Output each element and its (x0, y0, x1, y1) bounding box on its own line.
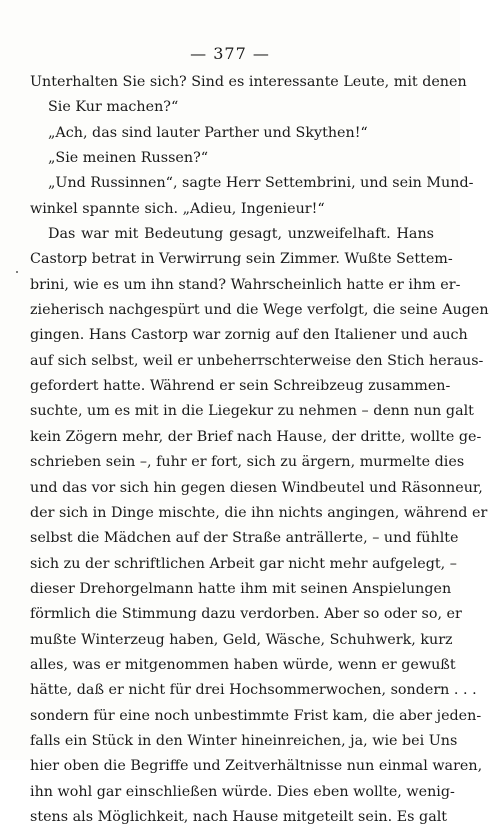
text-line: alles, was er mitgenommen haben würde, wenn er gewußt (30, 656, 456, 673)
text-line: „Sie meinen Russen?“ (48, 150, 209, 167)
text-line: stens als Möglichkeit, nach Hause mitgeteilt sein. Es galt (30, 808, 448, 825)
text-line: Sie Kur machen?“ (48, 99, 179, 116)
text-line: „Ach, das sind lauter Parther und Skythen!“ (48, 124, 368, 141)
text-line: sondern für eine noch unbestimmte Frist kam, die aber jeden- (30, 707, 482, 724)
text-line: gingen. Hans Castorp war zornig auf den Italiener und auch (30, 327, 468, 344)
text-line: hätte, daß er nicht für drei Hochsommerwochen, sondern . . . (30, 682, 477, 699)
text-line: brini, wie es um ihn stand? Wahrscheinlich hatte er ihm er- (30, 276, 461, 293)
text-line: hier oben die Begriffe und Zeitverhältnisse nun einmal waren, (30, 758, 483, 775)
text-line: winkel spannte sich. „Adieu, Ingenieur!“ (30, 200, 325, 217)
text-line: förmlich die Stimmung dazu verdorben. Aber so oder so, er (30, 606, 462, 623)
text-line: suchte, um es mit in die Liegekur zu nehmen – denn nun galt (30, 403, 474, 420)
text-line: falls ein Stück in den Winter hineinreichen, ja, wie bei Uns (30, 732, 458, 749)
page-number: — 377 — (190, 44, 270, 63)
text-line: schrieben sein –, fuhr er fort, sich zu ärgern, murmelte dies (30, 454, 465, 471)
text-line: mußte Winterzeug haben, Geld, Wäsche, Schuhwerk, kurz (30, 631, 453, 648)
text-line: Unterhalten Sie sich? Sind es interessante Leute, mit denen (30, 74, 467, 90)
text-line: der sich in Dinge mischte, die ihn nichts angingen, während er (30, 504, 488, 521)
body-text (30, 70, 489, 830)
text-line: dieser Drehorgelmann hatte ihm mit seinen Anspielungen (30, 580, 452, 597)
text-line: selbst die Mädchen auf der Straße anträllerte, – und fühlte (30, 530, 459, 547)
paper-speck (16, 271, 18, 273)
text-line: zieherisch nachgespürt und die Wege verfolgt, die seine Augen (30, 302, 489, 319)
text-line: Castorp betrat in Verwirrung sein Zimmer. Wußte Settem- (30, 251, 453, 268)
text-line: sich zu der schriftlichen Arbeit gar nicht mehr aufgelegt, – (30, 555, 457, 572)
text-line: auf sich selbst, weil er unbeherrschterweise den Stich heraus- (30, 352, 484, 369)
text-line: kein Zögern mehr, der Brief nach Hause, der dritte, wollte ge- (30, 428, 482, 445)
text-line: Das war mit Bedeutung gesagt, unzweifelhaft. Hans (48, 226, 434, 243)
text-line: „Und Russinnen“, sagte Herr Settembrini, und sein Mund- (48, 175, 474, 192)
text-line: und das vor sich hin gegen diesen Windbeutel und Räsonneur, (30, 479, 483, 496)
text-line: gefordert hatte. Während er sein Schreibzeug zusammen- (30, 378, 451, 395)
text-line: ihn wohl gar einschließen würde. Dies eben wollte, wenig- (30, 783, 455, 800)
